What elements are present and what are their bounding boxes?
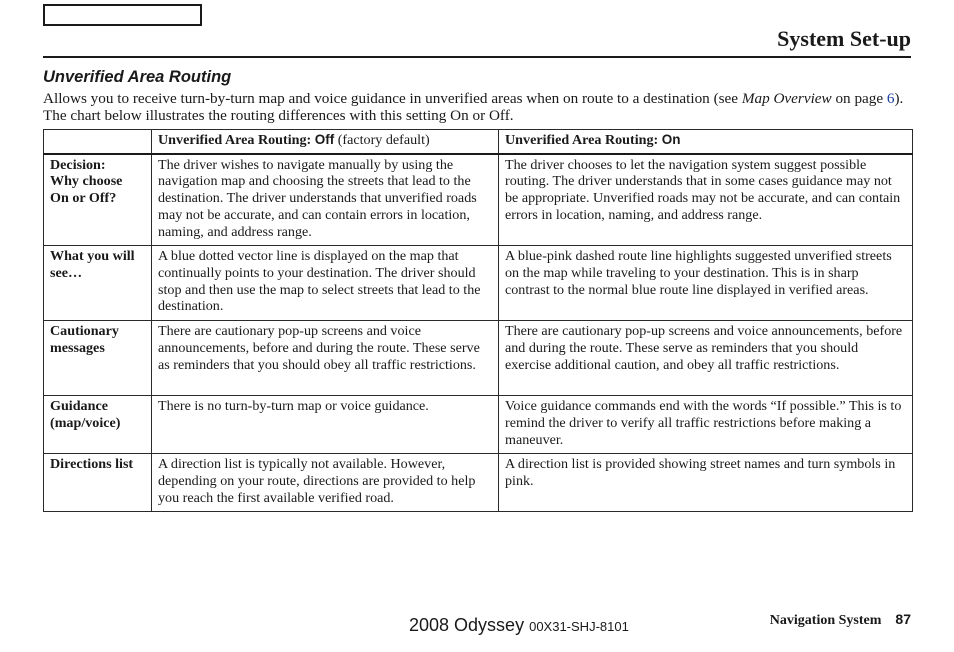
on-cell: Voice guidance commands end with the words “If possible.” This is to remind the driver to verify all traffic restrictions before making a maneuver. (499, 396, 913, 454)
intro-text-3: ). The chart below illustrates the routing differences with this setting On or Off. (43, 90, 904, 124)
table-row (44, 396, 913, 454)
off-cell: The driver wishes to navigate manually by using the navigation map and choosing the streets that lead to the destination. The driver understands that unverified roads may not be accurate, and can contain errors in location, naming, and address range. (152, 154, 499, 246)
on-column-label: Unverified Area Routing: (505, 132, 662, 148)
footer-model (409, 614, 629, 638)
off-column-value: Off (314, 132, 335, 147)
on-cell: The driver chooses to let the navigation system suggest possible routing. The driver understands that in some cases guidance may not be appropriate. Unverified roads may not be accurate, and can contain errors in location, naming, and address range. (499, 154, 913, 246)
row-label: Directions list (44, 454, 152, 512)
off-cell: A direction list is typically not available. However, depending on your route, directions are provided to help you reach the first available verified road. (152, 454, 499, 512)
title-divider (43, 56, 911, 58)
footer-nav (770, 609, 911, 631)
model-code: 00X31-SHJ-8101 (529, 619, 629, 634)
model-name: 2008 Odyssey (409, 615, 525, 635)
on-column-value: On (661, 132, 681, 147)
row-label: Decision: Why choose On or Off? (44, 154, 152, 246)
header-off-column (152, 130, 499, 154)
page-link[interactable]: 6 (886, 90, 895, 107)
off-column-label: Unverified Area Routing: (158, 132, 315, 148)
intro-text-2: on page (831, 90, 887, 107)
row-label: Guidance (map/voice) (44, 396, 152, 454)
intro-reference: Map Overview (741, 90, 832, 107)
header-empty-cell (44, 130, 152, 154)
off-cell: A blue dotted vector line is displayed on the map that continually points to your destination. The driver should stop and then use the map to select streets that lead to the destination. (152, 246, 499, 321)
table-row (44, 246, 913, 321)
section-title: Unverified Area Routing (43, 68, 232, 86)
table-row (44, 454, 913, 512)
off-cell: There is no turn-by-turn map or voice guidance. (152, 396, 499, 454)
header-tab-box (43, 4, 202, 26)
table-row (44, 321, 913, 396)
page-number: 87 (895, 611, 911, 627)
header-on-column (499, 130, 913, 154)
intro-paragraph (43, 90, 913, 124)
row-label: Cautionary messages (44, 321, 152, 396)
page-title: System Set-up (777, 26, 911, 51)
row-label: What you will see… (44, 246, 152, 321)
off-cell: There are cautionary pop-up screens and voice announcements, before and during the route. These serve as reminders that you should obey all traffic restrictions. (152, 321, 499, 396)
off-column-note: (factory default) (334, 132, 430, 148)
on-cell: A direction list is provided showing street names and turn symbols in pink. (499, 454, 913, 512)
routing-comparison-table (43, 129, 913, 512)
on-cell: A blue-pink dashed route line highlights suggested unverified streets on the map while traveling to your destination. This is in sharp contrast to the normal blue route line displayed in verified areas. (499, 246, 913, 321)
intro-text-1: Allows you to receive turn-by-turn map and voice guidance in unverified areas when on route to a destination (see (43, 90, 742, 107)
table-header-row (44, 130, 913, 154)
footer-section-label: Navigation System (769, 613, 882, 628)
on-cell: There are cautionary pop-up screens and voice announcements, before and during the route. These serve as reminders that you should exercise additional caution, and obey all traffic restrictions. (499, 321, 913, 396)
table-row (44, 154, 913, 246)
